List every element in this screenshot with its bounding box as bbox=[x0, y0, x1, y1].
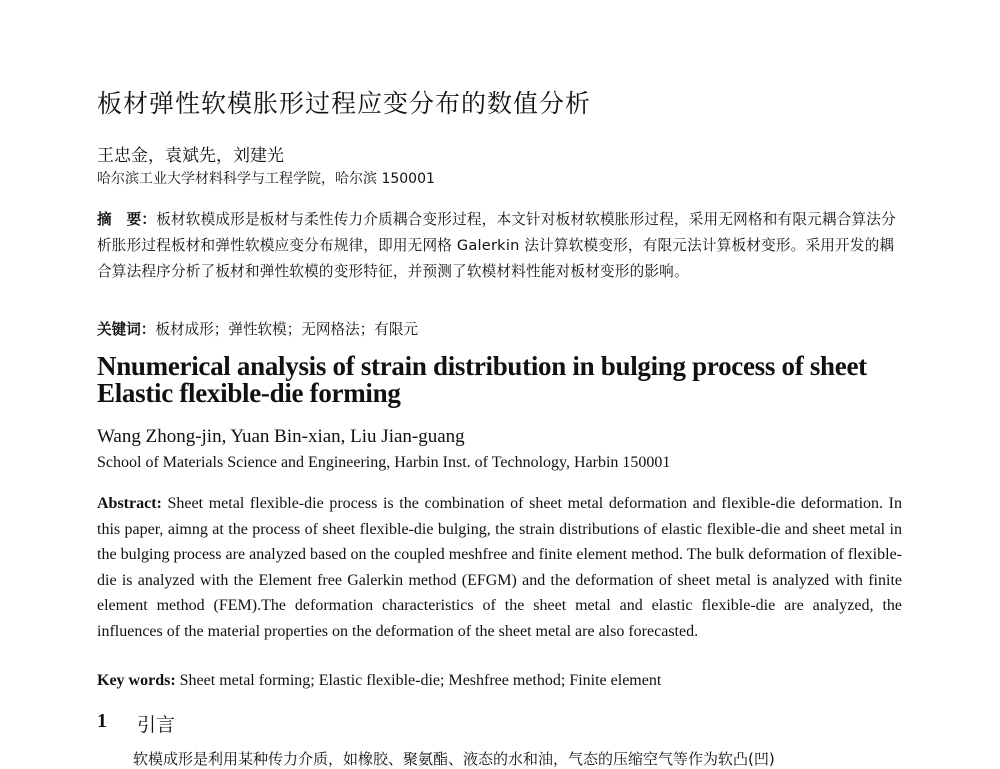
keywords-cn bbox=[97, 318, 418, 339]
affiliation-cn: 哈尔滨工业大学材料科学与工程学院，哈尔滨 150001 bbox=[97, 171, 435, 187]
keywords-cn-text: 板材成形；弹性软模；无网格法；有限元 bbox=[155, 321, 419, 338]
keywords-en bbox=[97, 672, 661, 690]
abstract-cn-text: 板材软模成形是板材与柔性传力介质耦合变形过程，本文针对板材软模胀形过程，采用无网格和有限元耦合算法分析胀形过程板材和弹性软模应变分布规律，即用无网格 Galerkin 法计算软模变形，有限元法计算板材变形。采用开发的耦合算法程序分析了板材和弹性软模的变形特征，并预测了软模材料性能对板材变形的影响。 bbox=[97, 211, 896, 280]
abstract-cn bbox=[97, 207, 905, 285]
abstract-en-label: Abstract: bbox=[97, 495, 162, 512]
paper-title-en: Nnumerical analysis of strain distribution in bulging process of sheet Elastic flexible-die forming bbox=[97, 351, 867, 408]
authors-en: Wang Zhong-jin, Yuan Bin-xian, Liu Jian-guang bbox=[97, 426, 465, 447]
affiliation-en: School of Materials Science and Engineering, Harbin Inst. of Technology, Harbin 150001 bbox=[97, 454, 671, 471]
abstract-cn-label: 摘 要： bbox=[97, 211, 157, 228]
section-number: 1 bbox=[97, 710, 107, 732]
abstract-en-text: Sheet metal flexible-die process is the combination of sheet metal deformation and flexible-die deformation. In this paper, aimng at the process of sheet flexible-die bulging, the strain distributions of elastic flexible-die and sheet metal in the bulging process are analyzed based on the coupled meshfree and finite element method. The bulk deformation of flexible-die is analyzed with the Element free Galerkin method (EFGM) and the deformation of sheet metal is analyzed with finite element method (FEM).The deformation characteristics of the sheet metal and elastic flexible-die are analyzed, the influences of the material properties on the deformation of the sheet metal are also forecasted. bbox=[97, 495, 902, 640]
paper-title-cn: 板材弹性软模胀形过程应变分布的数值分析 bbox=[97, 89, 592, 118]
authors-cn: 王忠金，袁斌先，刘建光 bbox=[97, 146, 284, 166]
keywords-cn-label: 关键词： bbox=[97, 321, 156, 338]
section-title: 引言 bbox=[137, 714, 176, 736]
keywords-en-text: Sheet metal forming; Elastic flexible-die; Meshfree method; Finite element bbox=[179, 672, 662, 689]
keywords-en-label: Key words: bbox=[97, 672, 176, 689]
body-text-line: 软模成形是利用某种传力介质，如橡胶、聚氨酯、液态的水和油，气态的压缩空气等作为软凸(凹) bbox=[133, 750, 775, 768]
abstract-en bbox=[97, 491, 902, 645]
